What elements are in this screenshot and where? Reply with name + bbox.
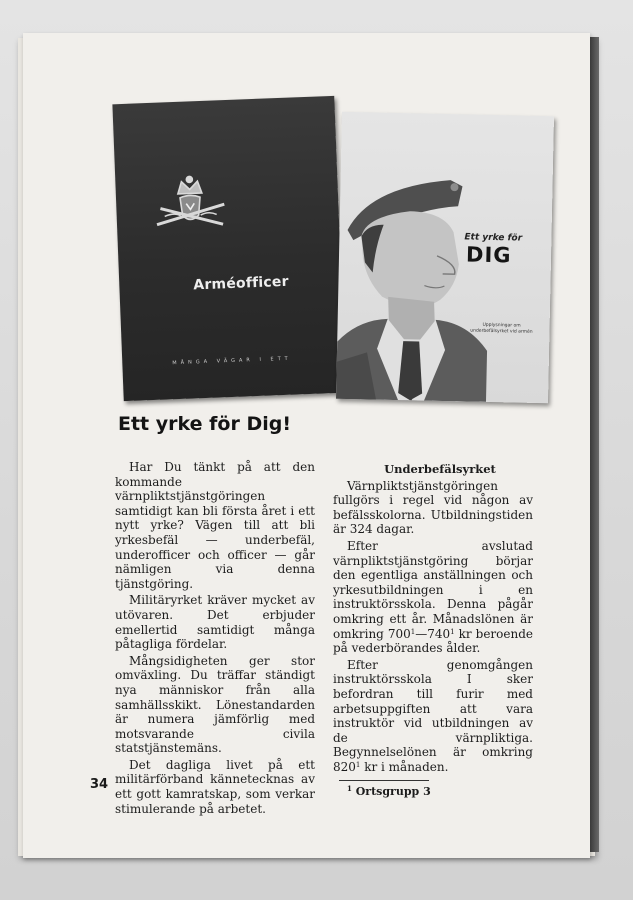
article-headline: Ett yrke för Dig! [118, 413, 291, 435]
yrke-for-dig-booklet-image [336, 112, 554, 403]
booklet-title: Arméofficer [193, 273, 289, 294]
left-column [115, 460, 315, 818]
paragraph: Efter genomgången instruktörsskola I sker befordran till furir med arbetsuppgiften att vara instruktör vid utbildningen av de värnpliktiga. Begynnelselönen är omkring $820^1$ kr i månaden. [333, 657, 533, 774]
paragraph: Det dagliga livet på ett militärförband kännetecknas av ett gott kamratskap, som verkar stimulerande på arbetet. [115, 757, 315, 816]
section-heading: Underbefälsyrket [384, 462, 496, 476]
paragraph: Efter avslutad värnpliktstjänstgöring börjar den egentliga anställningen och yrkesutbildningen i en instruktörsskola. Denna pågår omkring ett år. Månadslönen är omkring $700^1—740^1$ kr beroende på vederbörandes ålder. [333, 538, 534, 656]
crown-emblem-icon [149, 170, 232, 243]
paragraph: Har Du tänkt på att den kommande värnpliktstjänstgöringen samtidigt kan bli första året i ett nytt yrke? Vägen till att bli yrkesbefäl — underbefäl, underofficer och officer — går nämligen via denna tjänstgöring. [115, 460, 315, 591]
right-column [333, 462, 533, 802]
page-number: 34 [90, 777, 109, 792]
paragraph: Mångsidigheten ger stor omväxling. Du träffar ständigt nya människor från alla samhällsskikt. Lönestandarden är numera jämförlig med motsvarande civila statstjänstemäns. [115, 653, 315, 756]
armeofficer-booklet-image [112, 96, 345, 401]
booklet-right-title: Ett yrke för [464, 232, 523, 244]
paragraph: Militäryrket kräver mycket av utövaren. Det erbjuder emellertid samtidigt många påtagliga fördelar. [115, 593, 315, 652]
booklet-subtitle: MÅNGA VÄGAR I ETT [172, 355, 292, 367]
paragraph: Värnpliktstjänstgöringen fullgörs i regel vid någon av befälsskolorna. Utbildningstiden är 324 dagar. [333, 478, 533, 537]
footnote: $^1$ Ortsgrupp 3 [347, 784, 431, 799]
booklet-right-note: Upplysningar om underbefälsyrket vid armén [470, 322, 533, 335]
soldier-portrait-image [336, 112, 554, 403]
footnote-divider [339, 780, 429, 781]
booklet-right-big-title: DIG [465, 242, 512, 268]
